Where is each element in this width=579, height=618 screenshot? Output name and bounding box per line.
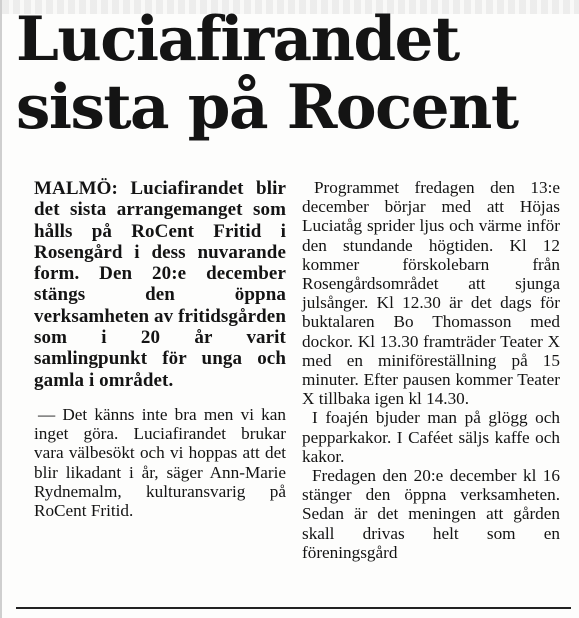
headline-line-2: sista på Rocent (16, 72, 518, 143)
quote-paragraph: — Det känns inte bra men vi kan inget göra. Luciafirandet brukar vara välbesökt och vi hoppas att det blir likadant i år, säger Ann-Marie Rydnemalm, kulturansvarig på RoCent Fritid. (34, 404, 286, 520)
bottom-rule (16, 607, 571, 609)
program-paragraph: Programmet fredagen den 13:e december börjar med att Höjas Luciatåg sprider ljus och värme inför den stundande högtiden. Kl 12 kommer förskolebarn från Rosengårdsområdet att sjunga julsånger. Kl 12.30 är det dags för buktalaren Bo Thomasson med dockor. Kl 13.30 framträder Teater X med en miniföreställning på 15 minuter. Efter pausen kommer Teater X tillbaka igen kl 14.30. (302, 178, 560, 409)
lead-paragraph (34, 178, 286, 391)
closing-paragraph: Fredagen den 20:e december kl 16 stänger den öppna verksamheten. Sedan är det meningen att gården skall drivas helt som en föreningsgård (302, 466, 560, 562)
dateline: MALMÖ: (34, 178, 118, 199)
lead-text: Luciafirandet blir det sista arrangemanget som hålls på RoCent Fritid i Rosengård i dess nuvarande form. Den 20:e december stängs den öppna verksamheten av fritidsgården som i 20 år varit samlingpunkt för unga och gamla i området. (34, 178, 286, 391)
foyer-paragraph: I foajén bjuder man på glögg och pepparkakor. I Caféet säljs kaffe och kakor. (302, 408, 560, 466)
right-column (302, 178, 560, 562)
left-column (34, 178, 286, 520)
headline-line-1: Luciafirandet (16, 4, 459, 75)
headline (16, 6, 571, 142)
